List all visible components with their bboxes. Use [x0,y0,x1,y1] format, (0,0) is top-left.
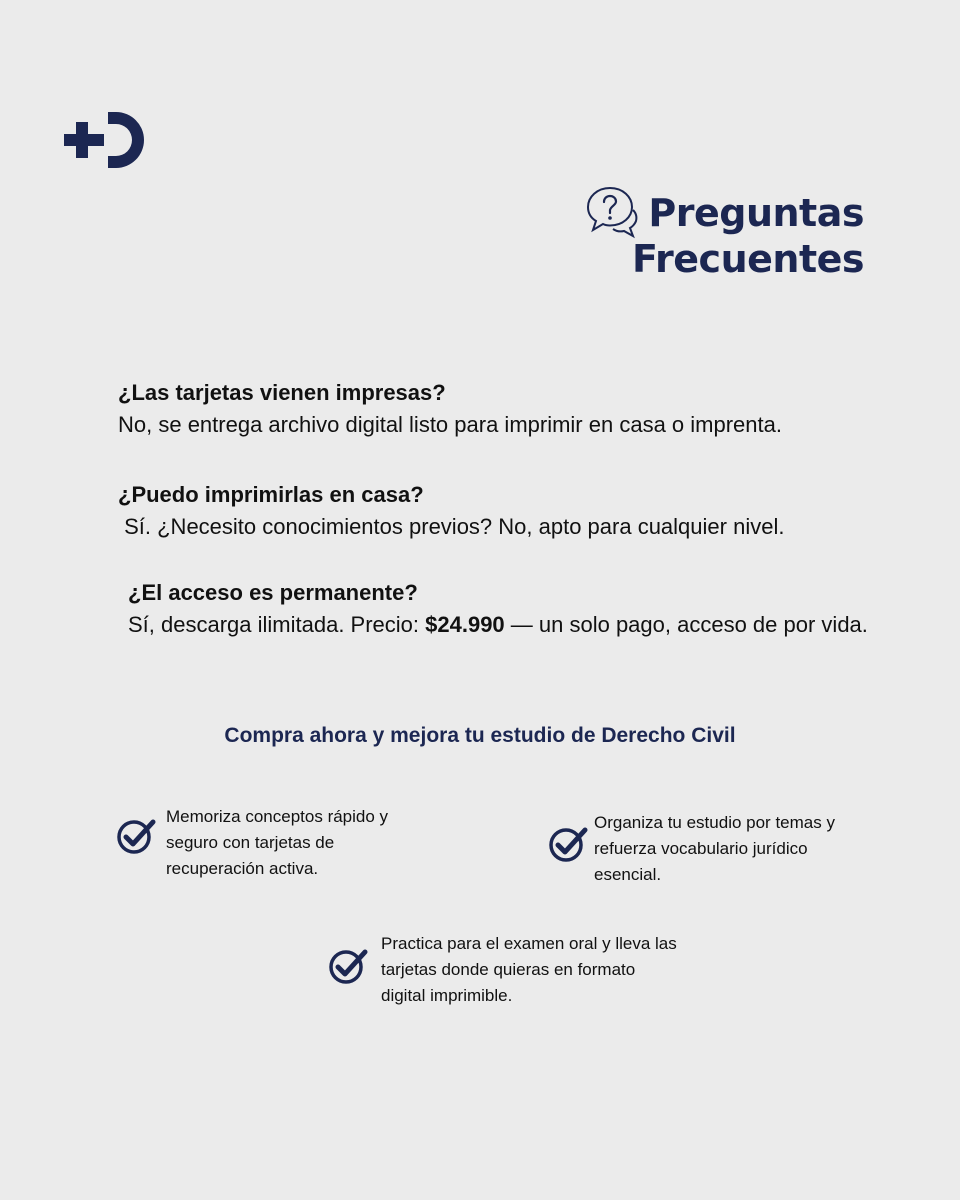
faq-question: ¿Las tarjetas vienen impresas? [118,380,446,405]
benefit-item [116,804,436,894]
benefit-text: Practica para el examen oral y lleva las tarjetas donde quieras en formato digital imprimible. [381,934,677,1005]
faq-answer [128,608,868,642]
checkmark-circle-icon [548,824,588,864]
faq-heading-block [584,186,864,286]
faq-item [118,480,898,544]
page-title-line-1: Preguntas [648,191,864,235]
cta-text: Compra ahora y mejora tu estudio de Derecho Civil [224,724,736,747]
benefit-text: Organiza tu estudio por temas y refuerza vocabulario jurídico esencial. [594,813,835,884]
faq-answer: No, se entrega archivo digital listo para imprimir en casa o imprenta. [118,412,782,437]
benefit-item [548,810,878,900]
faq-item [128,578,868,642]
faq-answer: Sí. ¿Necesito conocimientos previos? No, apto para cualquier nivel. [118,514,785,539]
checkmark-circle-icon [116,816,156,856]
faq-question: ¿El acceso es permanente? [128,580,418,605]
checkmark-circle-icon [328,946,368,986]
price: $24.990 [425,612,505,637]
plus-d-logo-icon [64,112,144,172]
benefit-text: Memoriza conceptos rápido y seguro con tarjetas de recuperación activa. [166,807,389,878]
faq-answer-prefix: Sí, descarga ilimitada. Precio: [128,612,426,637]
faq-answer-suffix: — un solo pago, acceso de por vida. [504,612,868,637]
brand-logo [64,112,144,172]
page-title-line-2: Frecuentes [632,237,864,281]
page-title [632,190,864,282]
faq-question: ¿Puedo imprimirlas en casa? [118,482,424,507]
faq-item [118,378,898,442]
benefit-item [328,931,688,1021]
